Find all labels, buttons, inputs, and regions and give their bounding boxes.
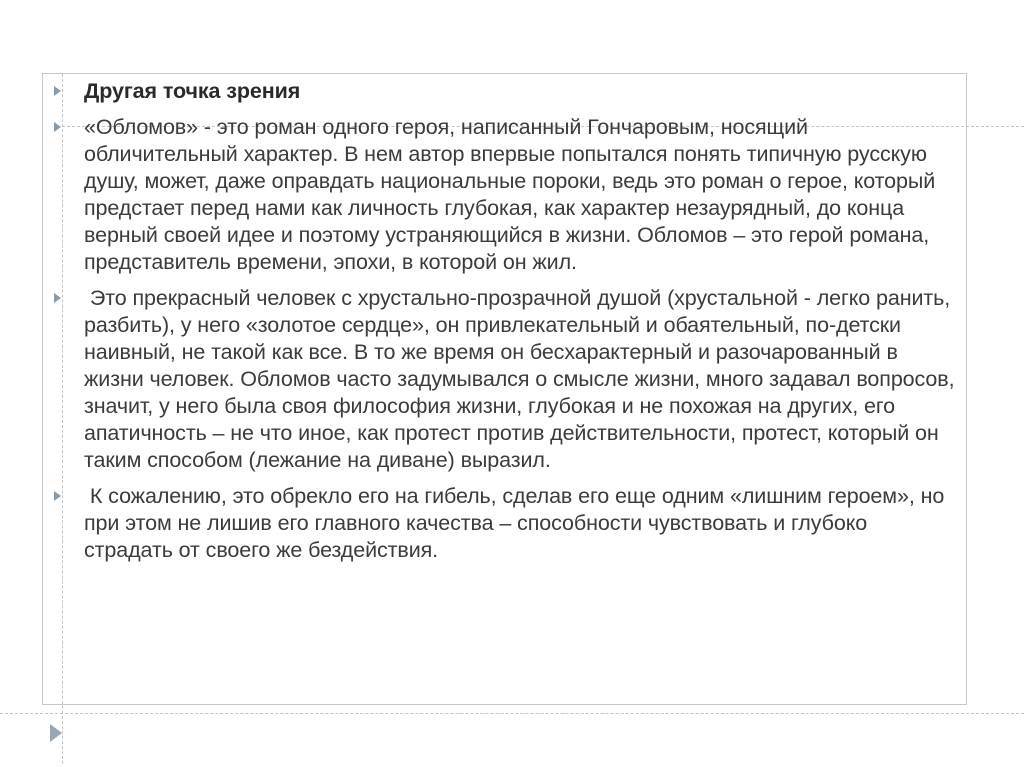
triangle-right-icon — [54, 491, 61, 501]
bullet-text: К сожалению, это обрекло его на гибель, сделав его еще одним «лишним героем», но при этом не лишив его главного качества – способности чувствовать и глубоко страдать от своего же бездействия. — [84, 484, 951, 562]
bullet-item — [54, 483, 959, 564]
bullet-text: Это прекрасный человек с хрустально-прозрачной душой (хрустальной - легко ранить, разбить), у него «золотое сердце», он привлекательный и обаятельный, по-детски наивный, не такой как все. В то же время он бесхарактерный и разочарованный в жизни человек. Обломов часто задумывался о смысле жизни, много задавал вопросов, значит, у него была своя философия жизни, глубокая и не похожая на других, его апатичность – не что иное, как протест против действительности, протест, который он таким способом (лежание на диване) выразил. — [84, 286, 961, 472]
bullet-item — [54, 285, 959, 474]
bullet-item-heading — [54, 78, 959, 105]
next-slide-icon[interactable] — [50, 724, 62, 742]
triangle-right-icon — [54, 86, 61, 96]
decorative-dashed-line-bottom — [0, 713, 1024, 714]
triangle-right-icon — [54, 293, 61, 303]
triangle-right-icon — [54, 122, 61, 132]
bullet-text: Другая точка зрения — [84, 79, 301, 103]
slide-content — [54, 78, 959, 573]
bullet-item — [54, 114, 959, 276]
bullet-text: «Обломов» - это роман одного героя, написанный Гончаровым, носящий обличительный характер. В нем автор впервые попытался понять типичную русскую душу, может, даже оправдать национальные пороки, ведь это роман о герое, который предстает перед нами как личность глубокая, как характер незаурядный, до конца верный своей идее и поэтому устраняющийся в жизни. Обломов – это герой романа, представитель времени, эпохи, в которой он жил. — [84, 115, 936, 274]
